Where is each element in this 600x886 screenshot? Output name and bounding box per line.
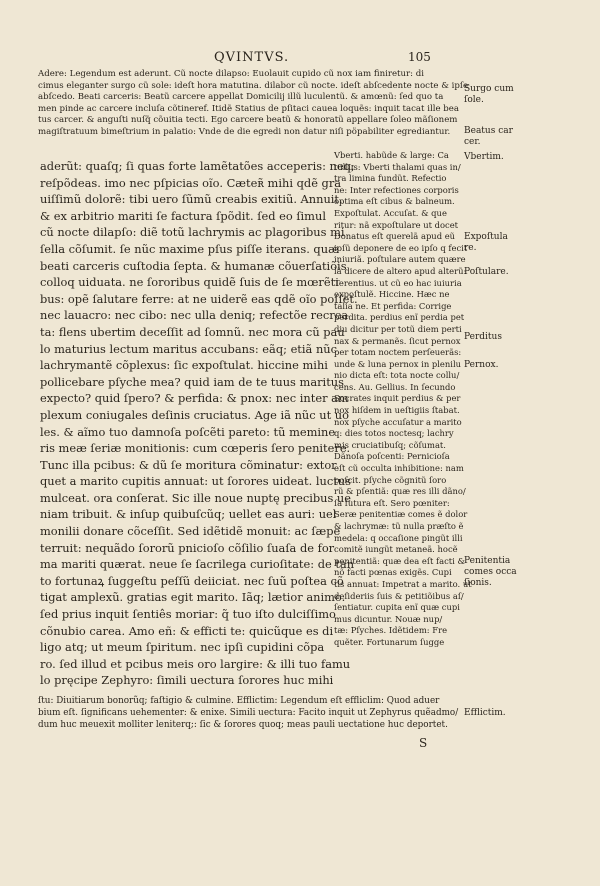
note-line: ſionis.: [464, 578, 492, 588]
text-line: les. & aĩmo tuo damnoſa poſcẽti pareto: tũ memine: [40, 424, 336, 439]
commentary-line: per totam noctem perſeuerãs:: [334, 347, 462, 358]
text-line: reſpõdeas. imo nec pſpicias oĩo. Cæteʀ̃ mihi qdẽ gra: [40, 175, 342, 190]
commentary-line: tullus: Vberti thalami quas in/: [334, 161, 461, 172]
text-line: cõnubio carea. Amo eñ: & efficti te: quicũque es di: [40, 623, 334, 638]
marginal-note-beatus: [464, 126, 544, 148]
text-line: uiſſimũ dolorẽ: tibi uero ſũmũ creabis exitiũ. Annuit.: [40, 192, 343, 207]
commentary-line: Dãnoſa poſcenti: Pernicioſa: [334, 451, 450, 462]
commentary-line: nox hiſdem in ueſtigiis ſtabat.: [334, 405, 460, 416]
text-line: pollicebare pſyche mea? quid iam de te tuus maritus: [40, 374, 344, 389]
commentary-line: poſcit. pſyche cõgnitũ ſoro: [334, 474, 447, 485]
commentary-line: optima eſt cibus & balneum.: [334, 196, 455, 207]
text-line: lo pręcipe Zephyro: ſimili uectura ſorores huc mihi: [40, 673, 334, 688]
commentary-line: medela: q occaſione pingũt illi: [334, 532, 463, 543]
text-line: colloq uiduata. ne ſororibus quidẽ ſuis de ſe mœrẽti: [40, 275, 339, 290]
commentary-line: dum huc meuexit molliter leniterq;: ſic & ſorores quoq; meas pauli uectatione huc deportet.: [38, 719, 448, 730]
commentary-line: comitẽ iungũt metaneã. hocẽ: [334, 544, 458, 555]
commentary-line: mis cruciatibuſq; cõſumat.: [334, 439, 446, 450]
marginal-note-postulare: [464, 267, 544, 278]
commentary-line: talia ne. Et perfida: Corrige: [334, 300, 452, 311]
commentary-line: ſa futura eſt. Sero pœniter:: [334, 497, 450, 508]
text-line: mulceat. ora conſerat. Sic ille noue nuptę precibus ue: [40, 490, 352, 505]
note-line: Perditus: [464, 332, 502, 342]
commentary-line: nax & permanẽs. ſicut pernox: [334, 335, 461, 346]
text-line: ligo atq; ut meum ſpiritum. nec ipſi cupidini cõpa: [40, 640, 325, 655]
text-line: beati carceris cuſtodia ſepta. & humanæ cõuerſatiõis: [40, 258, 347, 273]
text-line: to fortunaꝝ ſuggeſtu peſſũ deiiciat. nec ſuũ poſtea cõ: [40, 573, 344, 588]
commentary-line: unde & luna pernox in plenilu: [334, 358, 462, 369]
commentary-line: men pinde ac carcere incluſa cõtineref. Itidẽ Statius de pſitaci cauea loquẽs: inquit tacat ille bea: [38, 103, 459, 114]
commentary-line: Expoſtulat. Accuſat. & que: [334, 207, 447, 218]
note-line: Penitentia: [464, 556, 511, 566]
text-line: lachrymantẽ cõplexus: ſic expoſtulat. hiccine mihi: [40, 358, 328, 373]
commentary-line: tæ: Pſyches. Idẽtidem: Fre: [334, 625, 448, 636]
text-line: monilii donare cõceſſit. Sed idẽtidẽ monuit: ac ſæpe: [40, 524, 341, 539]
commentary-line: mus dicuntur. Nouæ nup/: [334, 613, 443, 624]
text-line: ſed prius inquit ſentiês moriar: q̃ tuo iſto dulciſſimo: [40, 607, 336, 622]
note-line: cer.: [464, 137, 481, 147]
text-line: niam tribuit. & inſup quibuſcũq; uellet eas auri: uel: [40, 507, 337, 522]
commentary-line: ipſũ deponere de eo ipſo q fecit: [334, 242, 468, 253]
text-line: ſella cõſumit. ſe nũc maxime pſus piſſe iterans. quæ: [40, 241, 339, 256]
marginal-note-vbertim: [464, 152, 544, 163]
text-line: ris meæ ſeriæ monitionis: cum cœperis ſero penitere.: [40, 441, 351, 456]
note-line: comes occa: [464, 567, 517, 577]
note-line: ſole.: [464, 95, 484, 105]
note-line: Pernox.: [464, 360, 499, 370]
text-line: ro. ſed illud et pcibus meis oro largire: & illi tuo famu: [40, 656, 351, 671]
text-line: nec lauacro: nec cibo: nec ulla deniq; refectõe recrea: [40, 308, 349, 323]
bottom-commentary: [38, 696, 458, 731]
commentary-line: bium eſt. ſignificans uehementer: & enixe. Simili uectura: Facito inquit ut Zephyrus quẽadmo/: [38, 707, 459, 718]
marginal-note-penitentia: [464, 556, 544, 589]
commentary-line: Adere: Legendum est aderunt. Cũ nocte dilapso: Euolauit cupido cũ nox iam finiretur: di: [38, 69, 425, 79]
note-line: Poſtulare.: [464, 267, 509, 277]
text-line: tigat amplexũ. gratias egit marito. Iãq; lætior animo.: [40, 590, 346, 605]
commentary-line: quẽter. Fortunarum ſugge: [334, 636, 445, 647]
commentary-line: tis annuat: Impetrat a marito. ut: [334, 578, 472, 589]
text-line: cũ nocte dilapſo: diẽ totũ lachrymis ac plagoribus mi: [40, 225, 345, 240]
signature-mark: S: [419, 736, 428, 750]
text-line: plexum coniugales deſinis cruciatus. Age iã nũc ut uo: [40, 407, 349, 422]
commentary-line: nox pſyche accuſatur a marito: [334, 416, 462, 427]
commentary-line: q: dies totos noctesq; lachry: [334, 428, 454, 439]
side-commentary: [334, 150, 472, 649]
commentary-line: ritur: nã expoſtulare ut docet: [334, 219, 459, 230]
text-line: expecto? quid ſpero? & perfida: & pnox: nec inter am: [40, 391, 349, 406]
note-line: Expoſtula: [464, 232, 508, 242]
commentary-line: nio dicta eſt: tota nocte collu/: [334, 370, 460, 381]
main-text-column: [40, 158, 358, 689]
note-line: Vbertim.: [464, 152, 504, 162]
commentary-line: Vberti. habũde & large: Ca: [334, 150, 449, 160]
commentary-line: iniuriã. poſtulare autem quære: [334, 254, 466, 265]
marginal-note-pernox: [464, 360, 544, 371]
commentary-line: penitentiã: quæ dea eſt facti &: [334, 555, 465, 566]
running-head: QVINTVS.: [214, 50, 290, 65]
folio-number: 105: [408, 50, 431, 64]
commentary-line: nõ facti pœnas exigẽs. Cupi: [334, 567, 452, 578]
top-commentary: [38, 69, 469, 139]
commentary-line: tra limina fundũt. Refectio: [334, 173, 447, 184]
commentary-line: ſtu: Diuitiarum bonorũq; faſtigio & culmine. Efflictim: Legendum eſt effliclim: Quod aduer: [38, 696, 440, 706]
commentary-line: perdita. perdius enĩ perdia pet: [334, 312, 465, 323]
commentary-line: rũ & pſentiã: quæ res illi dãno/: [334, 486, 466, 497]
commentary-line: expoſtulẽ. Hiccine. Hæc ne: [334, 289, 450, 300]
commentary-line: Seræ penitentiæ comes ẽ dolor: [334, 509, 468, 520]
commentary-line: diu dicitur per totũ diem perti: [334, 323, 462, 334]
note-line: Beatus car: [464, 126, 513, 136]
commentary-line: Donatus eſt querelã apud eũ: [334, 231, 456, 242]
note-line: re.: [464, 243, 477, 253]
commentary-line: eſt cũ occulta inhibitione: nam: [334, 463, 464, 474]
marginal-note-expostulare: [464, 232, 544, 254]
text-line: quet a marito cupitis annuat: ut ſorores uideat. luctus: [40, 474, 351, 489]
text-line: Tunc illa pcibus: & dũ ſe moritura cõminatur: extor: [40, 457, 337, 472]
commentary-line: magiſtratuum bimeſtrium in palatio: Vnde de die egredi non datur niſi pöpabiliter egrediantur.: [38, 126, 451, 137]
text-line: & ex arbitrio mariti ſe factura ſpõdit. ſed eo ſimul: [40, 208, 326, 223]
text-line: ma mariti quærat. neue ſe ſacrilega curioſitate: de tan: [40, 557, 355, 572]
commentary-line: & lachrymæ: tũ nulla præſto ẽ: [334, 521, 464, 531]
page-header: [0, 50, 600, 70]
commentary-line: ne: Inter refectiones corporis: [334, 184, 459, 195]
commentary-line: lã dicere de altero apud alterũ:: [334, 265, 467, 276]
text-line: lo maturius lectum maritus accubans: eãq; etiã nũc: [40, 341, 337, 356]
commentary-line: ſentiatur. cupita enĩ quæ cupi: [334, 602, 460, 613]
marginal-note-surgo: [464, 84, 544, 106]
text-line: aderũt: quaſq; ſi quas forte lamẽtatões acceperis: neq;: [40, 159, 355, 173]
commentary-line: tus carcer. & anguſti nuſq̃ cõuitia tecti. Ego carcere beatũ & honoratũ appellare ſoleo mãſionem: [38, 115, 458, 126]
commentary-line: cimus eleganter surgo cũ sole: ideſt hora matutina. dilabor cũ nocte. ideſt abſcedente nocte & ipſe: [38, 80, 469, 91]
note-line: Efflictim.: [464, 708, 506, 718]
marginal-note-efflictim: [464, 708, 544, 719]
note-line: Surgo cum: [464, 84, 514, 94]
text-line: bus: opẽ ſalutare ferre: at ne uiderẽ eas qdẽ oĩo poſſet.: [40, 291, 358, 306]
commentary-line: Socrates inquit perdius & per: [334, 393, 461, 404]
text-line: ta: flens ubertim deceſſit ad ſomnũ. nec mora cũ pau: [40, 324, 345, 339]
commentary-line: abſcedo. Beati carceris: Beatũ carcere appellat Domicilij illũ luculentũ. & amœnũ: ſed quo ta: [38, 92, 444, 103]
marginal-note-perditus: [464, 332, 544, 343]
commentary-line: deſideriis ſuis & petitiõibus aſ/: [334, 590, 464, 601]
commentary-line: cens. Au. Gellius. In ſecundo: [334, 381, 456, 392]
text-line: terruit: nequãdo ſororũ pnicioſo cõſilio ſuaſa de for: [40, 540, 335, 555]
commentary-line: Terentius. ut cũ eo hac iuiuria: [334, 277, 462, 288]
